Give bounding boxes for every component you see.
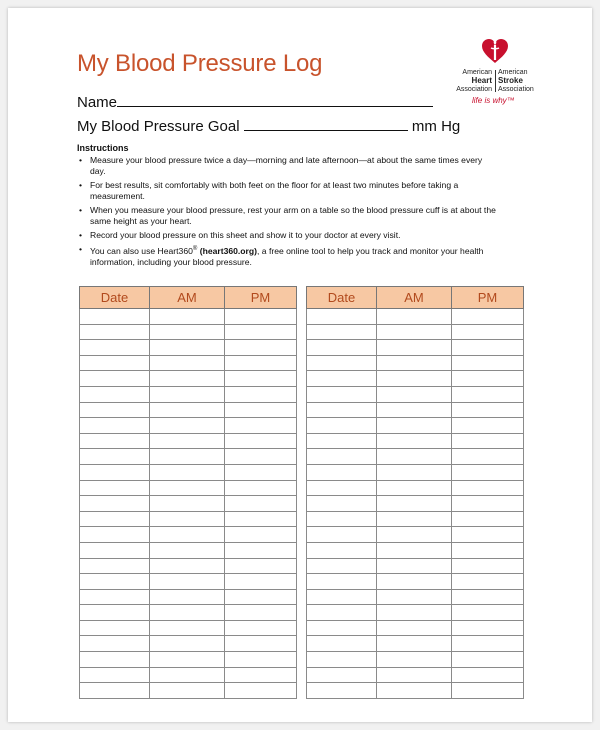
am-cell[interactable]	[377, 605, 452, 621]
table-row	[307, 449, 524, 465]
table-row	[307, 480, 524, 496]
date-cell[interactable]	[80, 620, 150, 636]
pm-cell[interactable]	[452, 636, 524, 652]
pm-cell[interactable]	[225, 309, 297, 325]
pm-cell[interactable]	[225, 511, 297, 527]
logo-tagline: life is why™	[472, 96, 515, 105]
table-row	[80, 636, 297, 652]
table-row	[307, 386, 524, 402]
pm-cell[interactable]	[452, 605, 524, 621]
table-row	[307, 636, 524, 652]
date-cell[interactable]	[307, 527, 377, 543]
table-row	[80, 683, 297, 699]
date-cell[interactable]	[307, 652, 377, 668]
aha-asa-logo	[440, 36, 550, 116]
table-row	[80, 574, 297, 590]
table-row	[307, 418, 524, 434]
am-cell[interactable]	[377, 371, 452, 387]
table-row	[80, 589, 297, 605]
instruction-item: • When you measure your blood pressure, rest your arm on a table so the blood pressure cuff is at about the same height as your heart.	[77, 205, 497, 227]
table-row	[80, 324, 297, 340]
am-cell[interactable]	[150, 589, 225, 605]
date-cell[interactable]	[80, 340, 150, 356]
date-cell[interactable]	[307, 309, 377, 325]
am-cell[interactable]	[150, 683, 225, 699]
log-sheet-page	[8, 8, 592, 722]
pm-cell[interactable]	[225, 355, 297, 371]
pm-cell[interactable]	[452, 402, 524, 418]
date-cell[interactable]	[307, 449, 377, 465]
table-row	[80, 309, 297, 325]
table-row	[80, 449, 297, 465]
pm-cell[interactable]	[452, 480, 524, 496]
am-cell[interactable]	[377, 402, 452, 418]
pm-cell[interactable]	[452, 683, 524, 699]
date-cell[interactable]	[307, 433, 377, 449]
table-row	[307, 464, 524, 480]
table-row	[307, 574, 524, 590]
pm-cell[interactable]	[225, 496, 297, 512]
pm-cell[interactable]	[452, 386, 524, 402]
date-cell[interactable]	[307, 464, 377, 480]
date-cell[interactable]	[307, 418, 377, 434]
name-label: Name	[77, 94, 118, 111]
date-cell[interactable]	[80, 574, 150, 590]
am-cell[interactable]	[150, 605, 225, 621]
aha-name: American Heart Association	[456, 69, 492, 93]
column-header-date: Date	[80, 287, 150, 309]
pm-cell[interactable]	[225, 558, 297, 574]
date-cell[interactable]	[307, 496, 377, 512]
date-cell[interactable]	[80, 542, 150, 558]
am-cell[interactable]	[150, 496, 225, 512]
am-cell[interactable]	[150, 355, 225, 371]
date-cell[interactable]	[80, 309, 150, 325]
pm-cell[interactable]	[225, 449, 297, 465]
pm-cell[interactable]	[225, 480, 297, 496]
date-cell[interactable]	[307, 386, 377, 402]
pm-cell[interactable]	[452, 542, 524, 558]
table-row	[307, 652, 524, 668]
name-input-line[interactable]	[117, 92, 433, 107]
am-cell[interactable]	[377, 433, 452, 449]
instruction-item: • Record your blood pressure on this sheet and show it to your doctor at every visit.	[77, 230, 497, 241]
page-title: My Blood Pressure Log	[77, 50, 323, 77]
date-cell[interactable]	[80, 324, 150, 340]
column-header-pm: PM	[225, 287, 297, 309]
pm-cell[interactable]	[452, 340, 524, 356]
date-cell[interactable]	[80, 558, 150, 574]
am-cell[interactable]	[150, 636, 225, 652]
am-cell[interactable]	[150, 620, 225, 636]
table-row	[307, 605, 524, 621]
pm-cell[interactable]	[452, 418, 524, 434]
am-cell[interactable]	[377, 324, 452, 340]
table-row	[307, 355, 524, 371]
pm-cell[interactable]	[452, 496, 524, 512]
date-cell[interactable]	[80, 667, 150, 683]
date-cell[interactable]	[80, 480, 150, 496]
date-cell[interactable]	[307, 589, 377, 605]
table-row	[80, 464, 297, 480]
am-cell[interactable]	[377, 496, 452, 512]
date-cell[interactable]	[307, 324, 377, 340]
heart360-link: (heart360.org)	[199, 245, 258, 256]
am-cell[interactable]	[150, 542, 225, 558]
pm-cell[interactable]	[225, 620, 297, 636]
table-row	[307, 511, 524, 527]
am-cell[interactable]	[377, 589, 452, 605]
table-row	[80, 667, 297, 683]
am-cell[interactable]	[377, 652, 452, 668]
column-header-pm: PM	[452, 287, 524, 309]
pm-cell[interactable]	[225, 683, 297, 699]
am-cell[interactable]	[150, 402, 225, 418]
pm-cell[interactable]	[452, 527, 524, 543]
table-row	[307, 542, 524, 558]
pm-cell[interactable]	[452, 652, 524, 668]
date-cell[interactable]	[80, 386, 150, 402]
pm-cell[interactable]	[225, 652, 297, 668]
table-row	[307, 667, 524, 683]
am-cell[interactable]	[150, 558, 225, 574]
pm-cell[interactable]	[225, 433, 297, 449]
table-row	[80, 511, 297, 527]
table-row	[307, 589, 524, 605]
am-cell[interactable]	[150, 574, 225, 590]
pm-cell[interactable]	[225, 605, 297, 621]
date-cell[interactable]	[80, 496, 150, 512]
pm-cell[interactable]	[452, 371, 524, 387]
pm-cell[interactable]	[225, 464, 297, 480]
pm-cell[interactable]	[225, 402, 297, 418]
table-row	[80, 480, 297, 496]
goal-input-line[interactable]	[244, 116, 408, 131]
date-cell[interactable]	[307, 511, 377, 527]
pm-cell[interactable]	[452, 464, 524, 480]
am-cell[interactable]	[377, 511, 452, 527]
am-cell[interactable]	[377, 386, 452, 402]
date-cell[interactable]	[80, 636, 150, 652]
date-cell[interactable]	[307, 480, 377, 496]
instruction-item-heart360: • You can also use Heart360® (heart360.org), a free online tool to help you track and monitor your health information, including your blood pressure.	[77, 244, 497, 268]
pm-cell[interactable]	[225, 542, 297, 558]
pm-cell[interactable]	[225, 324, 297, 340]
date-cell[interactable]	[80, 589, 150, 605]
pm-cell[interactable]	[225, 527, 297, 543]
date-cell[interactable]	[307, 340, 377, 356]
table-row	[307, 433, 524, 449]
date-cell[interactable]	[80, 605, 150, 621]
log-rows-left	[80, 309, 297, 699]
pm-cell[interactable]	[225, 574, 297, 590]
date-cell[interactable]	[307, 542, 377, 558]
table-row	[307, 496, 524, 512]
table-row	[307, 683, 524, 699]
date-cell[interactable]	[307, 355, 377, 371]
am-cell[interactable]	[377, 355, 452, 371]
date-cell[interactable]	[307, 667, 377, 683]
am-cell[interactable]	[150, 433, 225, 449]
table-row	[80, 418, 297, 434]
name-row	[77, 92, 433, 111]
am-cell[interactable]	[377, 558, 452, 574]
date-cell[interactable]	[307, 371, 377, 387]
am-cell[interactable]	[377, 464, 452, 480]
pm-cell[interactable]	[225, 589, 297, 605]
column-header-am: AM	[377, 287, 452, 309]
am-cell[interactable]	[150, 652, 225, 668]
pm-cell[interactable]	[452, 309, 524, 325]
date-cell[interactable]	[80, 464, 150, 480]
pm-cell[interactable]	[225, 386, 297, 402]
pm-cell[interactable]	[452, 620, 524, 636]
log-table-left	[79, 286, 297, 699]
am-cell[interactable]	[150, 324, 225, 340]
date-cell[interactable]	[307, 402, 377, 418]
pm-cell[interactable]	[452, 449, 524, 465]
am-cell[interactable]	[377, 309, 452, 325]
date-cell[interactable]	[307, 605, 377, 621]
table-row	[80, 605, 297, 621]
table-row	[307, 324, 524, 340]
table-row	[307, 620, 524, 636]
column-header-date: Date	[307, 287, 377, 309]
am-cell[interactable]	[150, 511, 225, 527]
date-cell[interactable]	[80, 418, 150, 434]
date-cell[interactable]	[80, 449, 150, 465]
pm-cell[interactable]	[225, 340, 297, 356]
am-cell[interactable]	[377, 667, 452, 683]
date-cell[interactable]	[307, 620, 377, 636]
table-row	[80, 371, 297, 387]
am-cell[interactable]	[377, 449, 452, 465]
date-cell[interactable]	[80, 371, 150, 387]
date-cell[interactable]	[80, 402, 150, 418]
heart-torch-icon	[480, 36, 510, 66]
pm-cell[interactable]	[452, 589, 524, 605]
pm-cell[interactable]	[225, 371, 297, 387]
table-row	[80, 386, 297, 402]
table-row	[307, 402, 524, 418]
am-cell[interactable]	[150, 464, 225, 480]
am-cell[interactable]	[377, 636, 452, 652]
date-cell[interactable]	[80, 652, 150, 668]
date-cell[interactable]	[80, 433, 150, 449]
logo-divider	[495, 70, 496, 92]
am-cell[interactable]	[150, 480, 225, 496]
pm-cell[interactable]	[452, 355, 524, 371]
am-cell[interactable]	[150, 340, 225, 356]
log-table-right	[306, 286, 524, 699]
pm-cell[interactable]	[225, 418, 297, 434]
table-row	[80, 402, 297, 418]
pm-cell[interactable]	[452, 558, 524, 574]
pm-cell[interactable]	[225, 636, 297, 652]
instructions-list	[77, 155, 497, 271]
pm-cell[interactable]	[452, 511, 524, 527]
pm-cell[interactable]	[452, 433, 524, 449]
instruction-item: • Measure your blood pressure twice a day—morning and late afternoon—at about the same times every day.	[77, 155, 497, 177]
am-cell[interactable]	[150, 527, 225, 543]
table-row	[307, 558, 524, 574]
pm-cell[interactable]	[452, 324, 524, 340]
asa-name: American Stroke Association	[498, 69, 534, 93]
goal-row	[77, 116, 460, 135]
am-cell[interactable]	[377, 340, 452, 356]
goal-label: My Blood Pressure Goal	[77, 118, 240, 135]
am-cell[interactable]	[377, 542, 452, 558]
pm-cell[interactable]	[452, 574, 524, 590]
date-cell[interactable]	[307, 574, 377, 590]
table-row	[80, 496, 297, 512]
am-cell[interactable]	[377, 527, 452, 543]
am-cell[interactable]	[150, 371, 225, 387]
date-cell[interactable]	[80, 355, 150, 371]
am-cell[interactable]	[150, 418, 225, 434]
am-cell[interactable]	[377, 620, 452, 636]
table-row	[80, 355, 297, 371]
am-cell[interactable]	[377, 574, 452, 590]
date-cell[interactable]	[307, 683, 377, 699]
table-row	[307, 371, 524, 387]
table-row	[80, 527, 297, 543]
am-cell[interactable]	[150, 386, 225, 402]
date-cell[interactable]	[80, 527, 150, 543]
table-row	[80, 542, 297, 558]
date-cell[interactable]	[80, 683, 150, 699]
am-cell[interactable]	[150, 309, 225, 325]
am-cell[interactable]	[377, 418, 452, 434]
pm-cell[interactable]	[452, 667, 524, 683]
am-cell[interactable]	[377, 683, 452, 699]
am-cell[interactable]	[150, 667, 225, 683]
pm-cell[interactable]	[225, 667, 297, 683]
table-row	[80, 558, 297, 574]
instructions-heading: Instructions	[77, 143, 129, 153]
date-cell[interactable]	[307, 558, 377, 574]
table-row	[80, 340, 297, 356]
table-row	[80, 433, 297, 449]
am-cell[interactable]	[150, 449, 225, 465]
date-cell[interactable]	[307, 636, 377, 652]
am-cell[interactable]	[377, 480, 452, 496]
table-row	[80, 620, 297, 636]
table-row	[307, 527, 524, 543]
table-row	[80, 652, 297, 668]
goal-unit: mm Hg	[411, 118, 461, 135]
table-row	[307, 309, 524, 325]
column-header-am: AM	[150, 287, 225, 309]
table-row	[307, 340, 524, 356]
instruction-item: • For best results, sit comfortably with both feet on the floor for at least two minutes before taking a measurement.	[77, 180, 497, 202]
log-rows-right	[307, 309, 524, 699]
date-cell[interactable]	[80, 511, 150, 527]
